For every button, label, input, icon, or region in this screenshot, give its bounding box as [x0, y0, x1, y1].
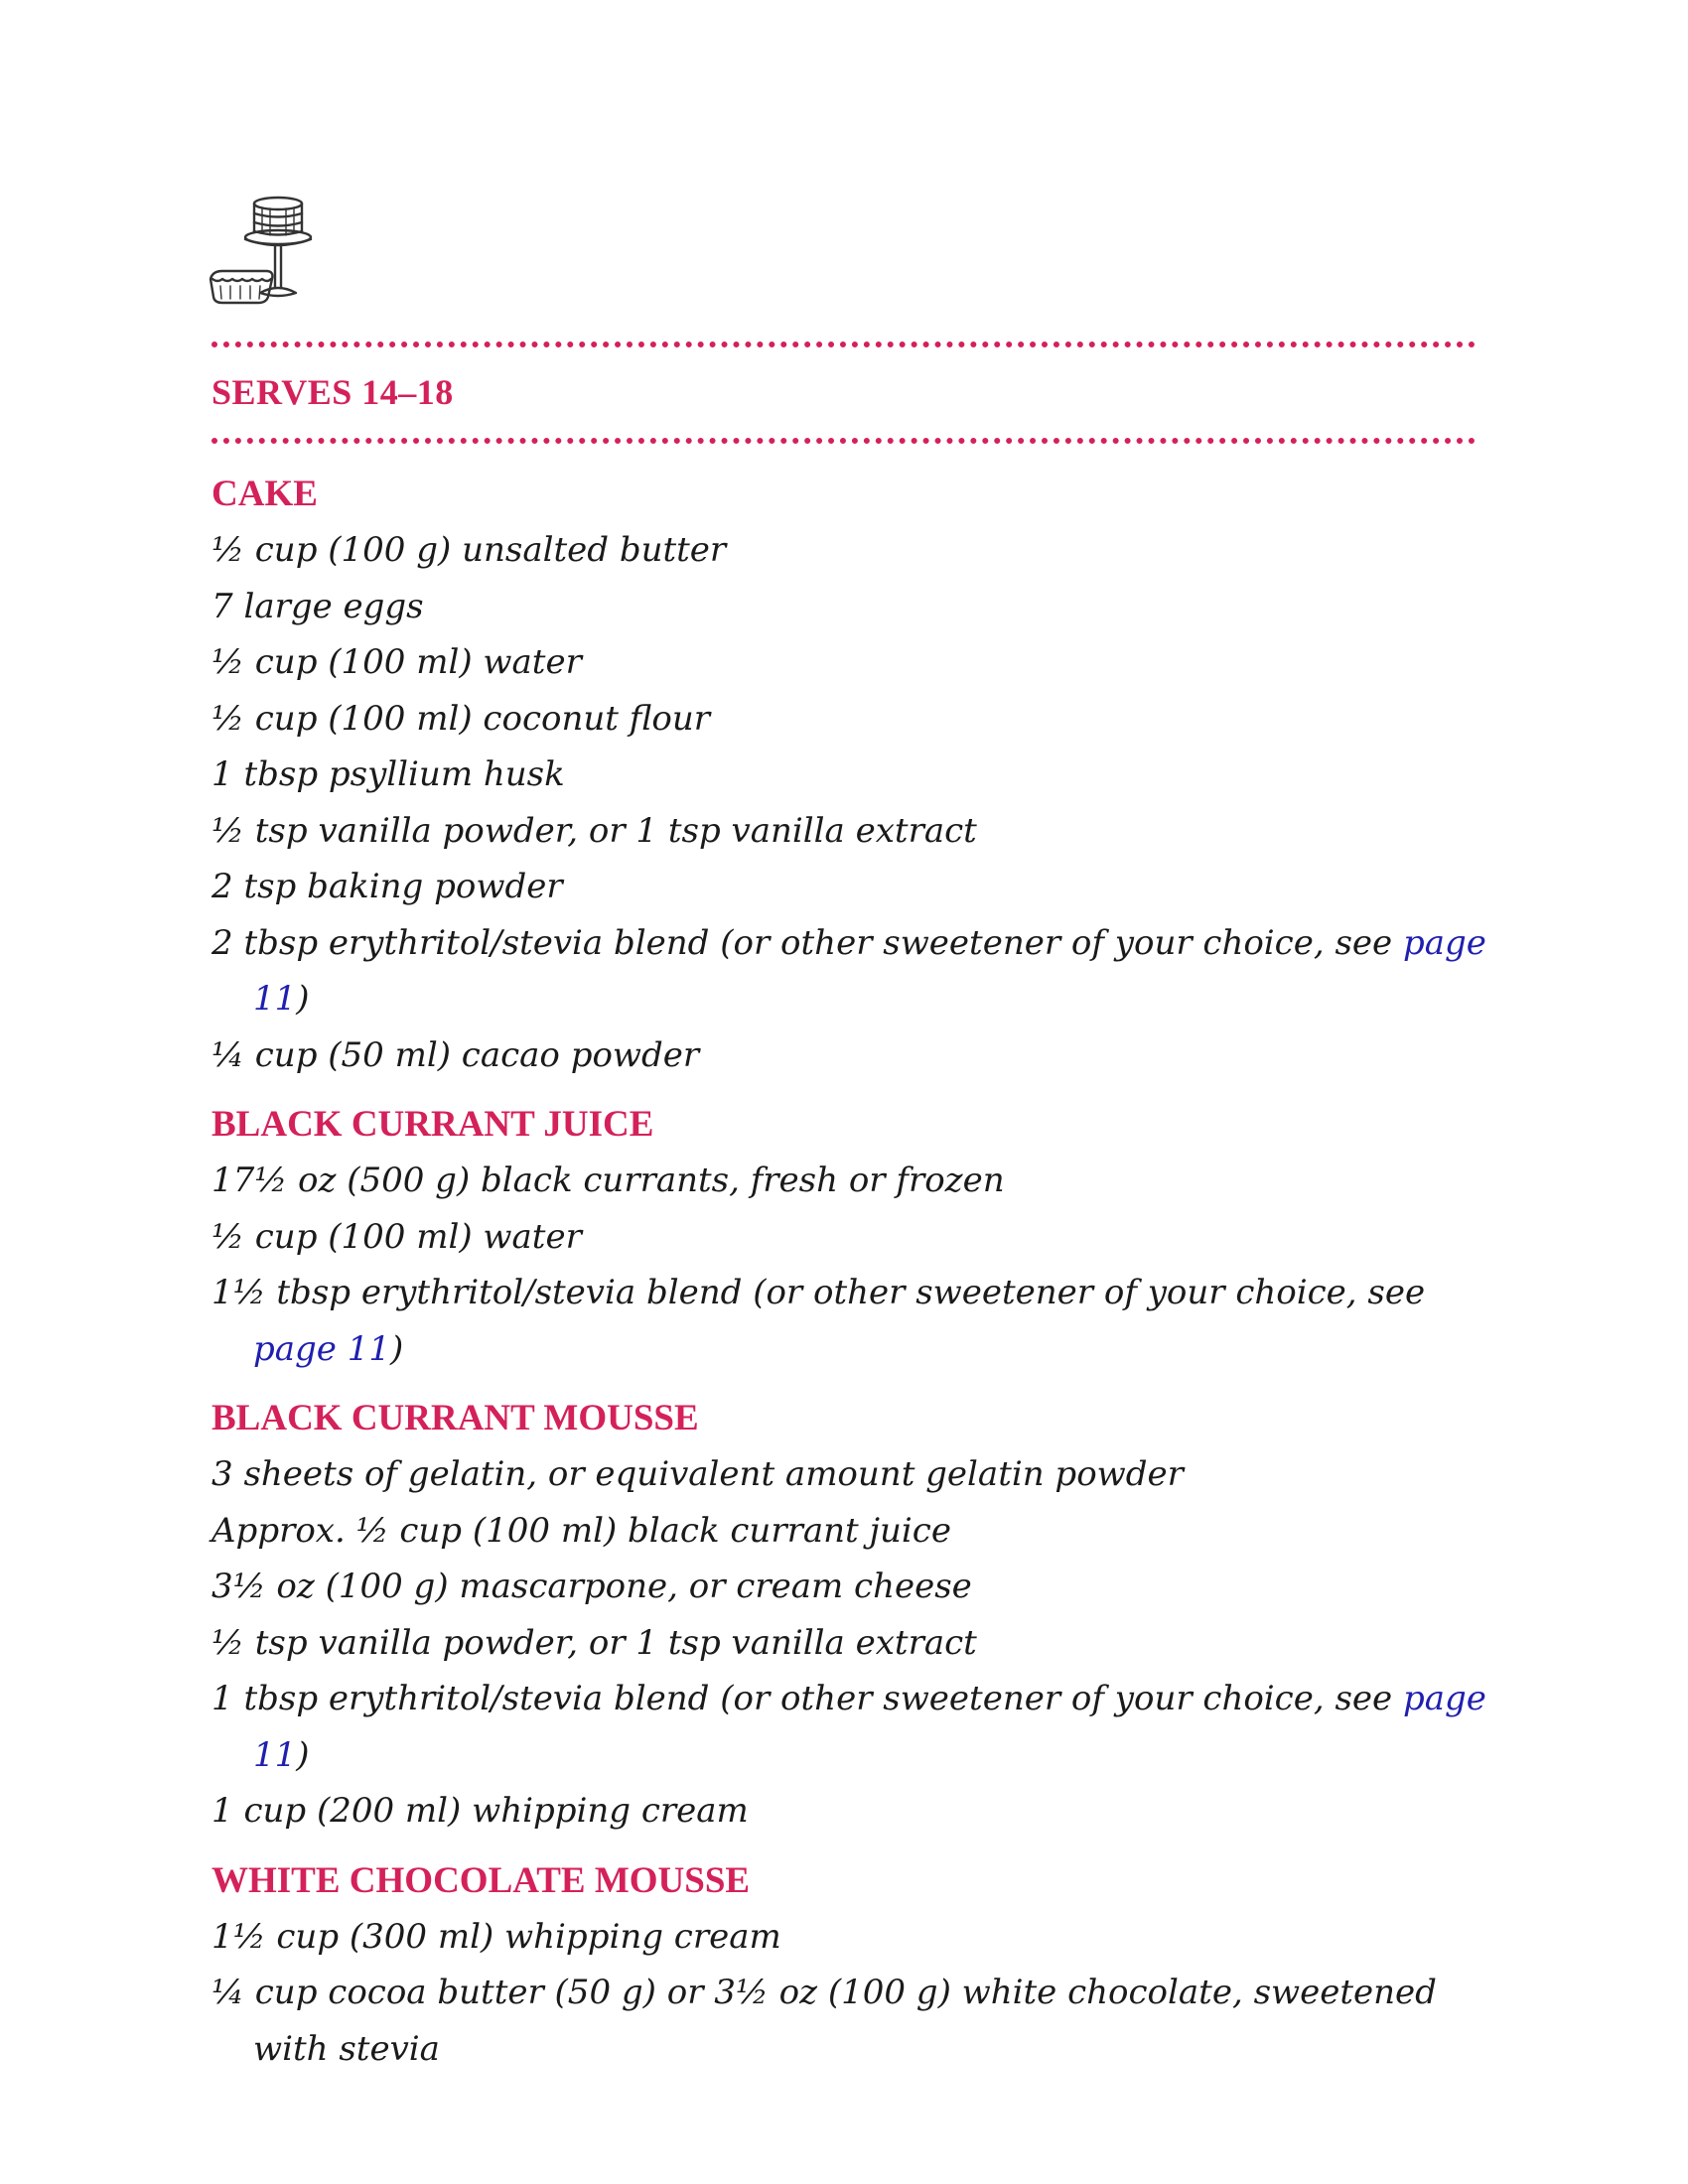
page-reference-link[interactable]: page 11	[253, 1328, 390, 1369]
ingredient-text: ¼ cup (50 ml) cacao powder	[211, 1034, 700, 1075]
ingredient-item	[211, 1503, 1487, 1560]
section-heading: BLACK CURRANT JUICE	[211, 1104, 654, 1145]
ingredient-list	[211, 1909, 1487, 2078]
ingredient-item	[211, 915, 1487, 1027]
ingredient-text: ¼ cup cocoa butter (50 g) or 3½ oz (100 g) white chocolate, sweetened with stevia	[211, 1973, 1437, 2069]
ingredient-list	[211, 522, 1487, 1083]
ingredient-list	[211, 1153, 1487, 1377]
ingredient-item	[211, 1209, 1487, 1266]
ingredient-item	[211, 1671, 1487, 1783]
ingredient-text: 1 tbsp erythritol/stevia blend (or other sweetener of your choice, see	[211, 1679, 1403, 1718]
ingredient-item	[211, 1783, 1487, 1840]
ingredient-section	[211, 467, 1487, 1083]
ingredient-item	[211, 1615, 1487, 1672]
ingredient-text-end: )	[390, 1328, 404, 1369]
ingredient-item	[211, 522, 1487, 579]
ingredient-text: ½ tsp vanilla powder, or 1 tsp vanilla extract	[211, 810, 977, 851]
ingredients-list	[211, 467, 1487, 2091]
ingredient-text: ½ cup (100 ml) water	[211, 642, 582, 682]
ingredient-item	[211, 803, 1487, 860]
ingredient-item	[211, 1027, 1487, 1084]
ingredient-text: ½ tsp vanilla powder, or 1 tsp vanilla extract	[211, 1622, 977, 1663]
ingredient-item	[211, 1559, 1487, 1615]
ingredient-text: ½ cup (100 ml) water	[211, 1216, 582, 1257]
divider-bottom	[211, 438, 1476, 444]
ingredient-text: ½ cup (100 ml) coconut flour	[211, 698, 711, 739]
ingredient-text: 17½ oz (500 g) black currants, fresh or frozen	[211, 1160, 1005, 1200]
ingredient-text: 1 cup (200 ml) whipping cream	[211, 1791, 749, 1831]
ingredient-text: 7 large eggs	[211, 586, 424, 626]
ingredient-text: 2 tsp baking powder	[211, 867, 563, 906]
ingredient-text-end: )	[296, 979, 310, 1019]
ingredient-item	[211, 1965, 1487, 2077]
divider-top	[211, 341, 1476, 347]
ingredient-text: 1½ cup (300 ml) whipping cream	[211, 1916, 781, 1957]
ingredient-item	[211, 747, 1487, 803]
serves-label: SERVES 14–18	[211, 372, 454, 412]
ingredient-text: Approx. ½ cup (100 ml) black currant juice	[211, 1510, 951, 1551]
ingredient-item	[211, 1446, 1487, 1503]
section-heading: BLACK CURRANT MOUSSE	[211, 1398, 699, 1438]
ingredient-text: 1½ tbsp erythritol/stevia blend (or other sweetener of your choice, see	[211, 1273, 1426, 1312]
section-heading: WHITE CHOCOLATE MOUSSE	[211, 1859, 751, 1901]
ingredient-list	[211, 1446, 1487, 1840]
ingredient-item	[211, 1909, 1487, 1966]
ingredient-text: 2 tbsp erythritol/stevia blend (or other sweetener of your choice, see	[211, 922, 1403, 963]
ingredient-item	[211, 1265, 1487, 1377]
ingredient-text: 3 sheets of gelatin, or equivalent amount gelatin powder	[211, 1454, 1184, 1494]
ingredient-section	[211, 1391, 1487, 1840]
ingredient-section	[211, 1097, 1487, 1377]
section-heading: CAKE	[211, 474, 318, 514]
page-reference-link[interactable]: page 11	[253, 1679, 1486, 1775]
ingredient-item	[211, 691, 1487, 748]
cake-stand-icon	[209, 194, 343, 313]
ingredient-item	[211, 579, 1487, 635]
ingredient-text-end: )	[296, 1734, 310, 1775]
ingredient-item	[211, 634, 1487, 691]
ingredient-text: 3½ oz (100 g) mascarpone, or cream cheese	[211, 1567, 972, 1606]
page-reference-link[interactable]: page 11	[253, 922, 1486, 1019]
ingredient-text: ½ cup (100 g) unsalted butter	[211, 530, 727, 570]
ingredient-item	[211, 1153, 1487, 1209]
ingredient-text: 1 tbsp psyllium husk	[211, 754, 565, 794]
ingredient-section	[211, 1853, 1487, 2078]
ingredient-item	[211, 859, 1487, 915]
